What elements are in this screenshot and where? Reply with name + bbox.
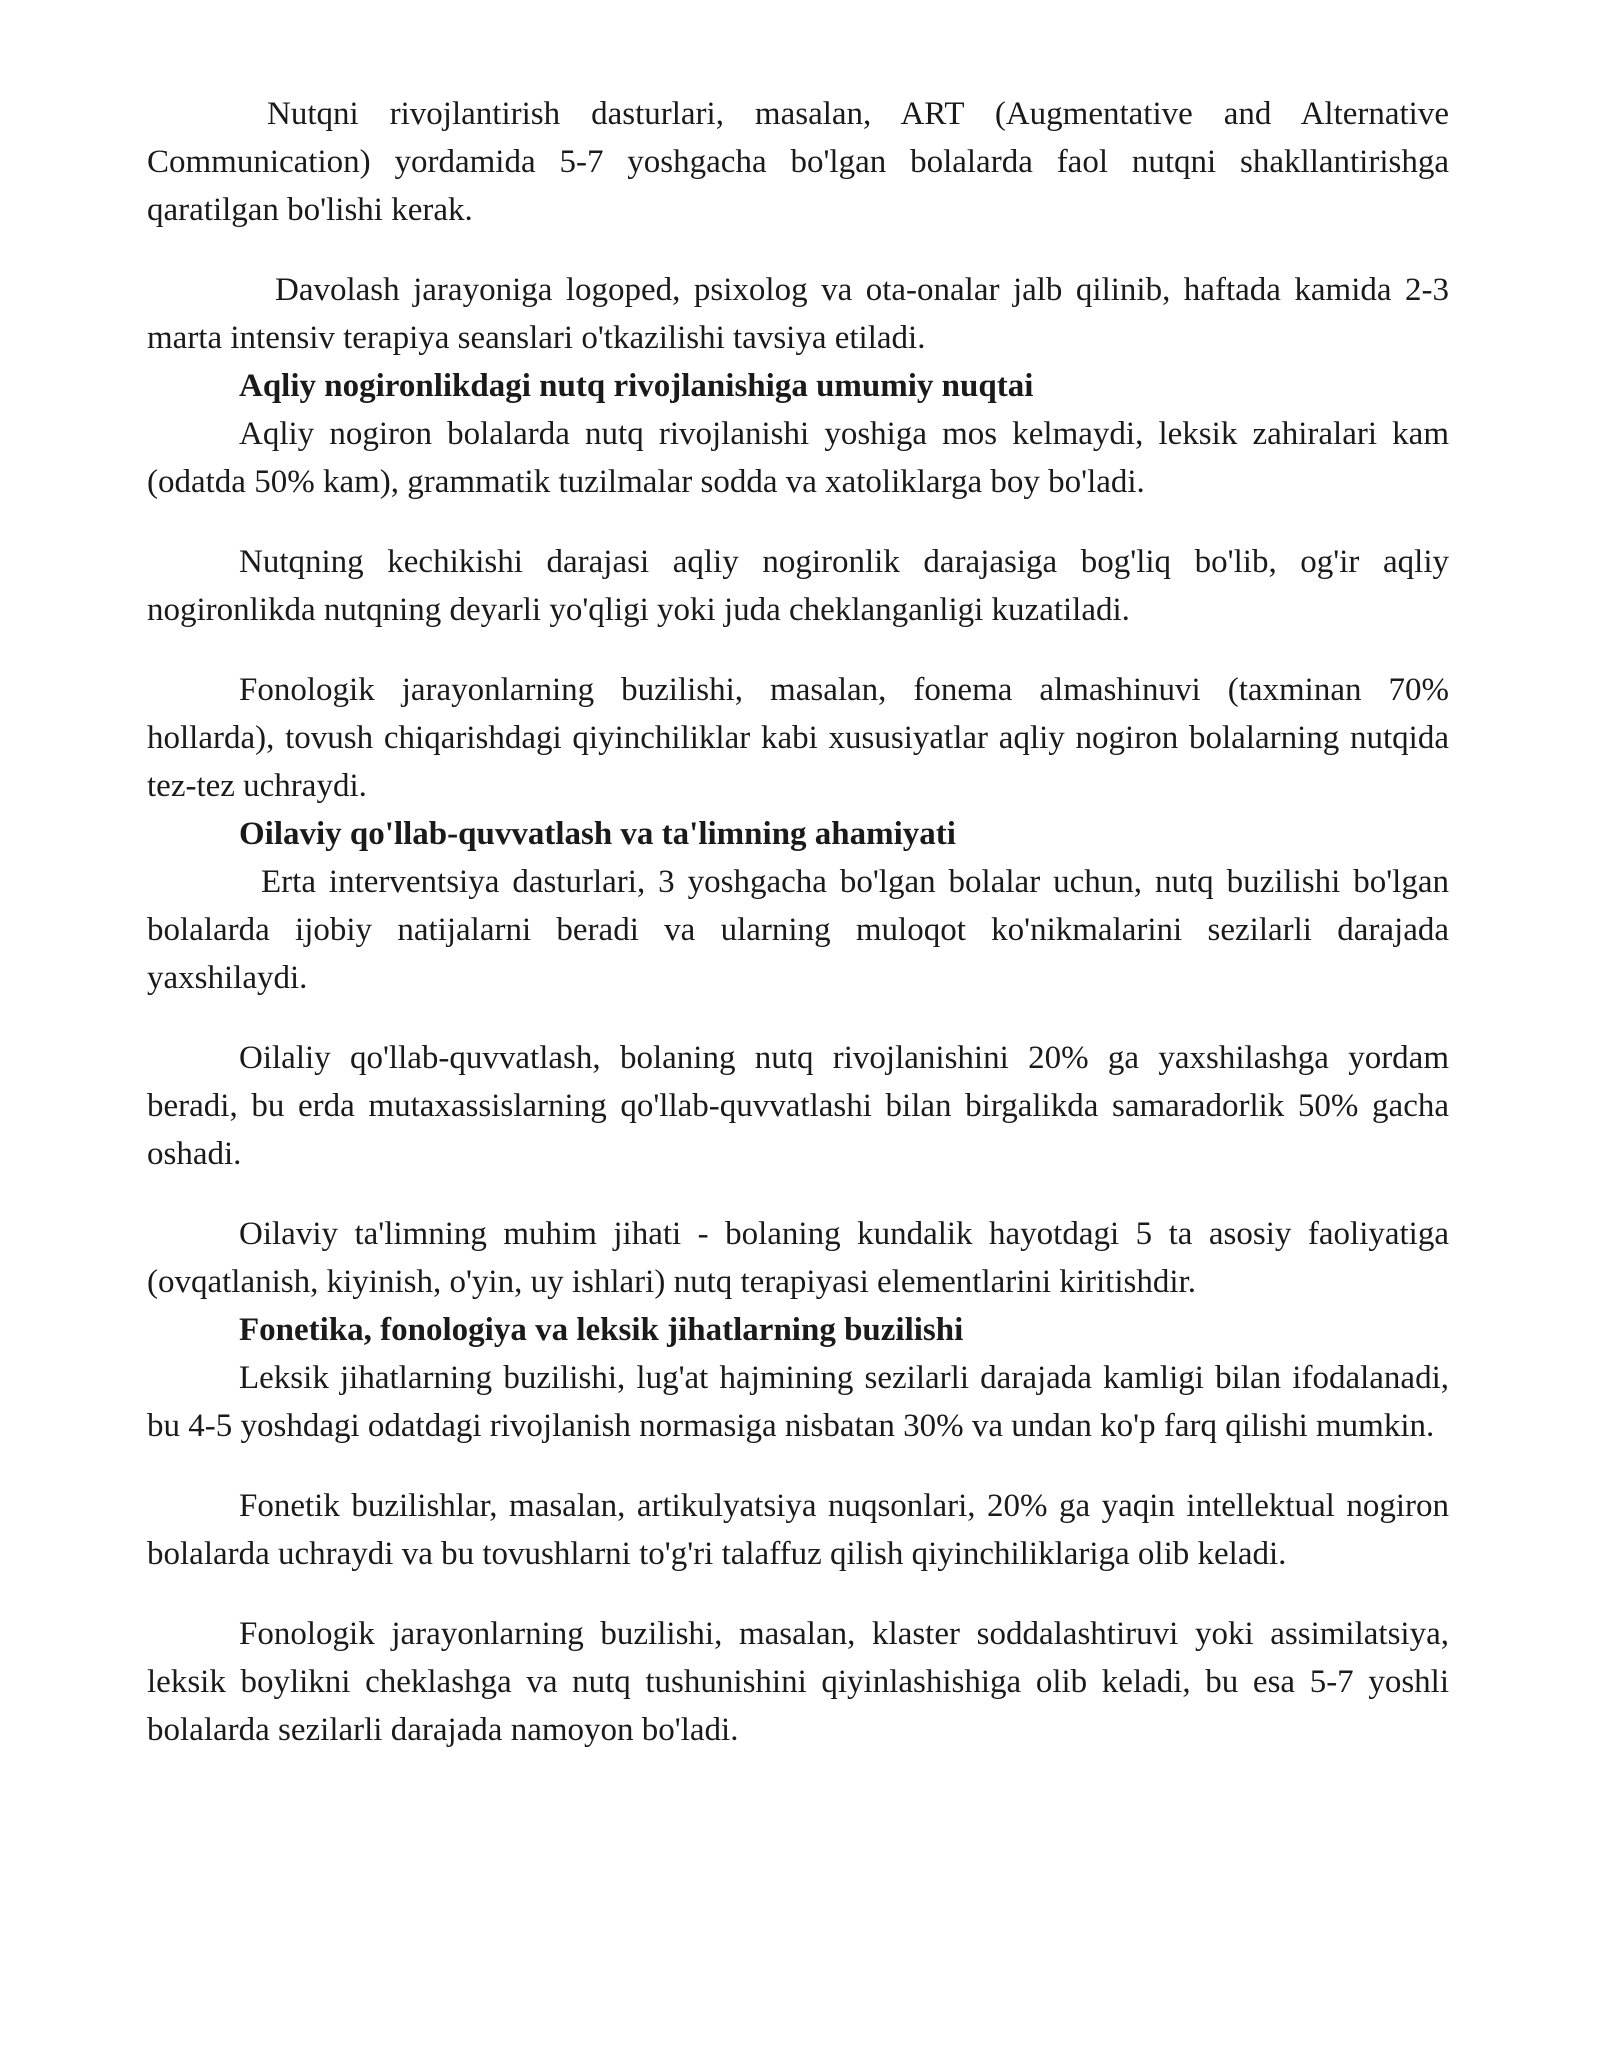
section-heading: Fonetika, fonologiya va leksik jihatlarning buzilishi	[239, 1312, 964, 1348]
section-heading: Oilaviy qo'llab-quvvatlash va ta'limning ahamiyati	[239, 816, 956, 852]
paragraph: Oilaliy qo'llab-quvvatlash, bolaning nutq rivojlanishini 20% ga yaxshilashga yordam beradi, bu erda mutaxassislarning qo'llab-quvvatlashi bilan birgalikda samaradorlik 50% gacha oshadi.	[147, 1040, 1449, 1172]
paragraph: Davolash jarayoniga logoped, psixolog va ota-onalar jalb qilinib, haftada kamida 2-3 marta intensiv terapiya seanslari o'tkazilishi tavsiya etiladi.	[147, 272, 1449, 356]
paragraph: Leksik jihatlarning buzilishi, lug'at hajmining sezilarli darajada kamligi bilan ifodalanadi, bu 4-5 yoshdagi odatdagi rivojlanish normasiga nisbatan 30% va undan ko'p farq qilishi mumkin.	[147, 1360, 1449, 1444]
paragraph: Nutqni rivojlantirish dasturlari, masalan, ART (Augmentative and Alternative Communication) yordamida 5-7 yoshgacha bo'lgan bolalarda faol nutqni shakllantirishga qaratilgan bo'lishi kerak.	[147, 96, 1449, 228]
paragraph: Nutqning kechikishi darajasi aqliy nogironlik darajasiga bog'liq bo'lib, og'ir aqliy nogironlikda nutqning deyarli yo'qligi yoki juda cheklanganligi kuzatiladi.	[147, 544, 1449, 628]
paragraph: Oilaviy ta'limning muhim jihati - bolaning kundalik hayotdagi 5 ta asosiy faoliyatiga (ovqatlanish, kiyinish, o'yin, uy ishlari) nutq terapiyasi elementlarini kiritishdir.	[147, 1216, 1449, 1300]
paragraph: Aqliy nogiron bolalarda nutq rivojlanishi yoshiga mos kelmaydi, leksik zahiralari kam (odatda 50% kam), grammatik tuzilmalar sodda va xatoliklarga boy bo'ladi.	[147, 416, 1449, 500]
paragraph: Fonetik buzilishlar, masalan, artikulyatsiya nuqsonlari, 20% ga yaqin intellektual nogiron bolalarda uchraydi va bu tovushlarni to'g'ri talaffuz qilish qiyinchiliklariga olib keladi.	[147, 1488, 1449, 1572]
document-page	[147, 90, 1449, 1754]
section-heading: Aqliy nogironlikdagi nutq rivojlanishiga umumiy nuqtai	[239, 368, 1034, 404]
paragraph: Fonologik jarayonlarning buzilishi, masalan, fonema almashinuvi (taxminan 70% hollarda), tovush chiqarishdagi qiyinchiliklar kabi xususiyatlar aqliy nogiron bolalarning nutqida tez-tez uchraydi.	[147, 672, 1449, 804]
paragraph: Fonologik jarayonlarning buzilishi, masalan, klaster soddalashtiruvi yoki assimilatsiya, leksik boylikni cheklashga va nutq tushunishini qiyinlashishiga olib keladi, bu esa 5-7 yoshli bolalarda sezilarli darajada namoyon bo'ladi.	[147, 1616, 1449, 1748]
paragraph: Erta interventsiya dasturlari, 3 yoshgacha bo'lgan bolalar uchun, nutq buzilishi bo'lgan bolalarda ijobiy natijalarni beradi va ularning muloqot ko'nikmalarini sezilarli darajada yaxshilaydi.	[147, 864, 1449, 996]
